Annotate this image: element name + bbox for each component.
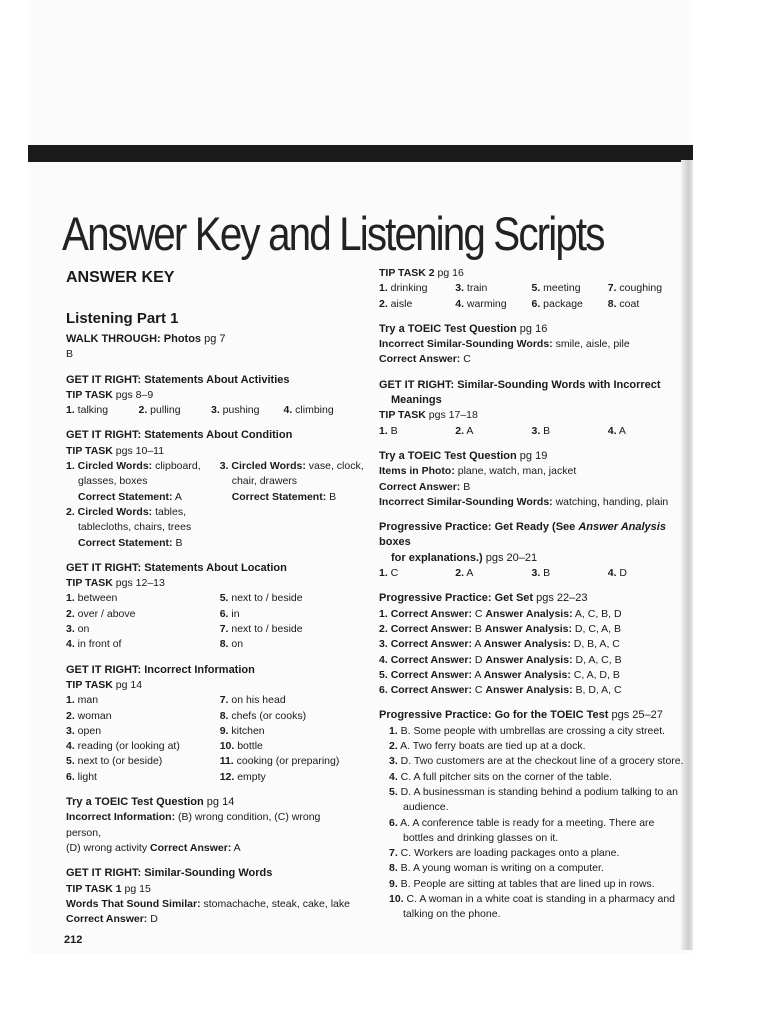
list-item: 6. A. A conference table is ready for a meeting. There are bottles and drinking glasses on it. [389,816,655,844]
condition-answer-1: 1. Circled Words: clipboard, glasses, boxes Correct Statement: A [66,460,201,503]
incorrect-info-heading: GET IT RIGHT: Incorrect Information [66,663,255,676]
table-row: 6. light 12. empty [66,770,266,783]
top-black-bar [28,145,693,162]
toeic-question-19-heading: Try a TOEIC Test Question pg 19 [379,449,548,462]
table-row: 2. woman 8. chefs (or cooks) [66,709,307,722]
list-item: 3. Correct Answer: A Answer Analysis: D, B, A, C [379,638,620,651]
list-item: 1. talking [66,404,109,417]
toeic-question-14-line1: Incorrect Information: (B) wrong condition, (C) wrong person, [66,811,321,839]
location-tip: TIP TASK pgs 12–13 [66,577,165,590]
table-row: 4. in front of 8. on [66,638,244,651]
similar-sounding-answer: Correct Answer: D [66,913,158,926]
right-column [379,266,684,923]
get-ready-answers: 1. C 2. A 3. B 4. D [379,567,628,580]
list-item: 4. C. A full pitcher sits on the corner of the table. [389,770,612,783]
table-row: 2. over / above 6. in [66,607,240,620]
list-item: 7. C. Workers are loading packages onto a plane. [389,847,620,860]
table-row: 5. next to (or beside) 11. cooking (or preparing) [66,755,340,768]
condition-tip: TIP TASK pgs 10–11 [66,444,165,457]
activities-answers [66,403,356,418]
list-item: 4. climbing [283,404,334,417]
activities-tip: TIP TASK pgs 8–9 [66,388,154,401]
table-row: 4. reading (or looking at) 10. bottle [66,740,263,753]
condition-answer-3: 3. Circled Words: vase, clock, chair, drawers Correct Statement: B [219,460,364,503]
activities-heading: GET IT RIGHT: Statements About Activities [66,373,290,386]
list-item: 9. B. People are sitting at tables that are lined up in rows. [389,877,655,890]
go-for-toeic-heading: Progressive Practice: Go for the TOEIC Test pgs 25–27 [379,709,663,722]
list-item: 6. Correct Answer: C Answer Analysis: B, D, A, C [379,684,622,697]
list-item: 4. Correct Answer: D Answer Analysis: D, A, C, B [379,653,622,666]
table-row: 2. aisle 4. warming 6. package 8. coat [379,297,640,310]
list-item: 2. A. Two ferry boats are tied up at a dock. [389,740,586,753]
condition-answer-2: 2. Circled Words: tables, tablecloths, chairs, trees Correct Statement: B [66,505,192,549]
incorrect-info-tip: TIP TASK pg 14 [66,678,143,691]
similar-sounding-tip: TIP TASK 1 pg 15 [66,882,151,895]
incorrect-meanings-heading: GET IT RIGHT: Similar-Sounding Words with Incorrect Meanings [379,378,661,407]
condition-answers-1-3 [66,459,364,505]
incorrect-meanings-answers: 1. B 2. A 3. B 4. A [379,424,626,437]
toeic-question-19-words: Incorrect Similar-Sounding Words: watching, handing, plain [379,495,669,508]
list-item: 1. B. Some people with umbrellas are crossing a city street. [389,724,666,737]
table-row: 3. open 9. kitchen [66,724,265,737]
toeic-question-14-heading: Try a TOEIC Test Question pg 14 [66,796,235,809]
tip-task-2: TIP TASK 2 pg 16 [379,267,464,279]
toeic-question-19-items: Items in Photo: plane, watch, man, jacket [379,465,577,478]
toeic-question-16-answer: Correct Answer: C [379,353,471,366]
location-heading: GET IT RIGHT: Statements About Location [66,561,287,574]
incorrect-meanings-tip: TIP TASK pgs 17–18 [379,409,478,422]
get-set-heading: Progressive Practice: Get Set pgs 22–23 [379,592,588,605]
table-row: 1. drinking 3. train 5. meeting 7. coughing [379,282,663,295]
table-row: 3. on 7. next to / beside [66,623,303,636]
page-number: 212 [64,934,83,946]
list-item: 5. D. A businessman is standing behind a podium talking to an audience. [389,785,678,814]
list-item: 8. B. A young woman is writing on a computer. [389,862,604,875]
list-item: 2. pulling [138,404,181,417]
listening-part-heading: Listening Part 1 [66,310,179,327]
list-item: 1. Correct Answer: C Answer Analysis: A, C, B, D [379,607,622,620]
page-title: Answer Key and Listening Scripts [62,207,604,260]
similar-sounding-heading: GET IT RIGHT: Similar-Sounding Words [66,867,273,880]
list-item: 5. Correct Answer: A Answer Analysis: C, A, D, B [379,668,620,681]
table-row: 1. between 5. next to / beside [66,592,303,605]
list-item: 10. C. A woman in a white coat is standing in a pharmacy and talking on the phone. [389,892,676,921]
toeic-question-16-words: Incorrect Similar-Sounding Words: smile, aisle, pile [379,338,630,351]
list-item: 3. D. Two customers are at the checkout line of a grocery store. [389,755,684,768]
toeic-question-16-heading: Try a TOEIC Test Question pg 16 [379,322,548,335]
left-column [66,266,364,927]
walk-through-heading: WALK THROUGH: Photos pg 7 [66,333,226,345]
answer-key-heading: ANSWER KEY [66,269,175,286]
condition-heading: GET IT RIGHT: Statements About Condition [66,429,293,442]
table-row: 1. man 7. on his head [66,694,286,707]
similar-sounding-words: Words That Sound Similar: stomachache, steak, cake, lake [66,897,350,910]
toeic-question-14-line2: (D) wrong activity Correct Answer: A [66,841,241,854]
walk-through-answer: B [66,348,74,361]
list-item: 2. Correct Answer: B Answer Analysis: D, C, A, B [379,622,622,635]
list-item: 3. pushing [211,404,260,417]
get-ready-heading: Progressive Practice: Get Ready (See Answer Analysis boxes for explanations.) pgs 20–21 [379,521,666,564]
toeic-question-19-answer: Correct Answer: B [379,480,471,493]
